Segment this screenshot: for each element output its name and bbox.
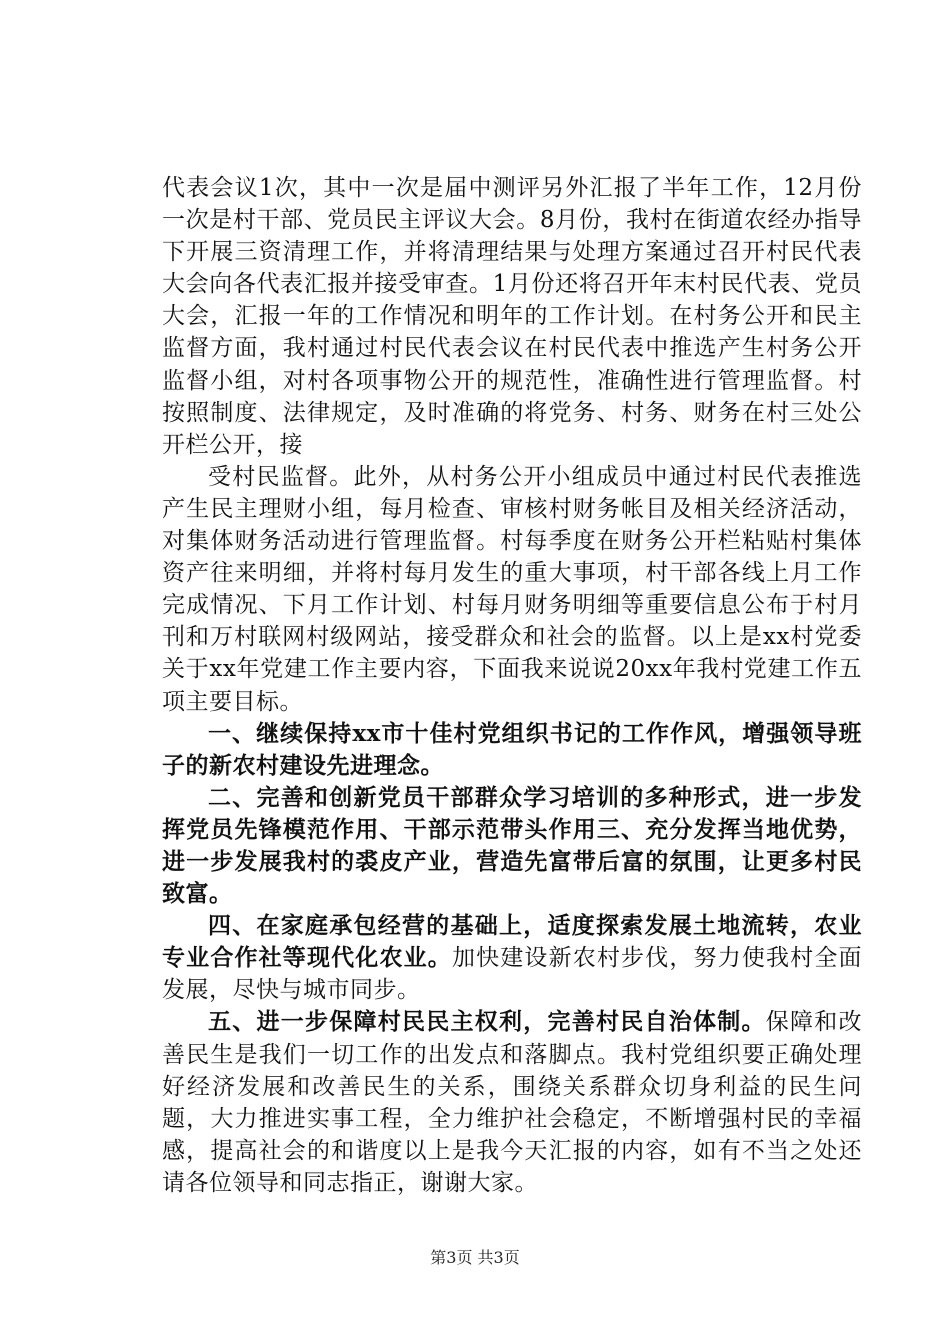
goal-4-heading: 四、在家庭承包经营的基础上，适度探索发展土地流转，农业专业合作社等现代化农业。 <box>162 912 862 972</box>
goal-2-3-paragraph: 二、完善和创新党员干部群众学习培训的多种形式，进一步发挥党员先锋模范作用、干部示范带头作用三、充分发挥当地优势，进一步发展我村的裘皮产业，营造先富带后富的氛围，让更多村民致富。 <box>162 783 862 908</box>
goal-1-paragraph: 一、继续保持xx市十佳村党组织书记的工作作风，增强领导班子的新农村建设先进理念。 <box>162 719 862 779</box>
paragraph-2: 受村民监督。此外，从村务公开小组成员中通过村民代表推选产生民主理财小组，每月检查、审核村财务帐目及相关经济活动，对集体财务活动进行管理监督。村每季度在财务公开栏粘贴村集体资产往来明细，并将村每月发生的重大事项，村干部各线上月工作完成情况、下月工作计划、村每月财务明细等重要信息公布于村月刊和万村联网村级网站，接受群众和社会的监督。以上是xx村党委关于xx年党建工作主要内容，下面我来说说20xx年我村党建工作五项主要目标。 <box>162 463 862 715</box>
goal-4-paragraph <box>162 910 862 1006</box>
goal-5-heading: 五、进一步保障村民民主权利，完善村民自治体制。 <box>208 1008 766 1036</box>
page-footer: 第3页 共3页 <box>430 1248 520 1267</box>
goal-4-body: 加快建设新农村步伐，努力使我村全面发展，尽快与城市同步。 <box>162 945 863 1004</box>
goal-5-paragraph <box>162 1006 862 1199</box>
document-body <box>162 172 862 1199</box>
goal-5-body: 保障和改善民生是我们一切工作的出发点和落脚点。我村党组织要正确处理好经济发展和改善民生的关系，围绕关系群众切身利益的民生问题，大力推进实事工程，全力维护社会稳定，不断增强村民的幸福感，提高社会的和谐度以上是我今天汇报的内容，如有不当之处还请各位领导和同志指正，谢谢大家。 <box>162 1009 862 1196</box>
paragraph-1: 代表会议1次，其中一次是届中测评另外汇报了半年工作，12月份一次是村干部、党员民主评议大会。8月份，我村在街道农经办指导下开展三资清理工作，并将清理结果与处理方案通过召开村民代表大会向各代表汇报并接受审查。1月份还将召开年末村民代表、党员大会，汇报一年的工作情况和明年的工作计划。在村务公开和民主监督方面，我村通过村民代表会议在村民代表中推选产生村务公开监督小组，对村各项事物公开的规范性，准确性进行管理监督。村按照制度、法律规定，及时准确的将党务、村务、财务在村三处公开栏公开，接 <box>162 175 862 458</box>
